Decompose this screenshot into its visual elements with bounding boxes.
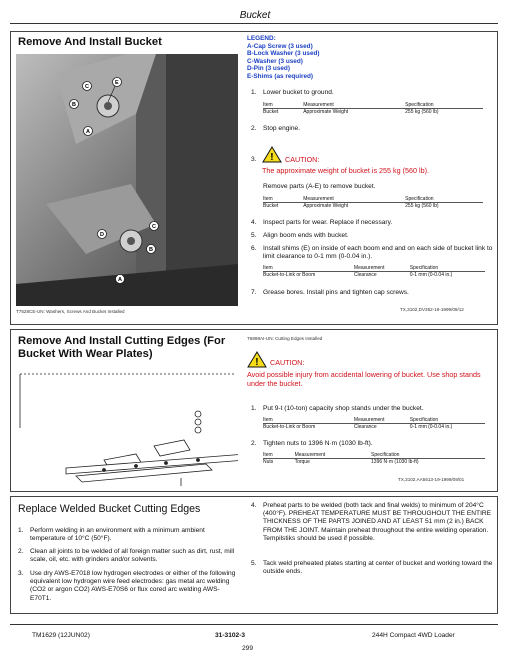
section3-title: Replace Welded Bucket Cutting Edges (18, 503, 201, 515)
s1-step-4: 4. Inspect parts for wear. Replace if necessary. (251, 219, 393, 226)
s3-item-2: 2. Clean all joints to be welded of all foreign matter such as dirt, rust, mill scale, oil, etc. with grinders and/or solvents. (18, 548, 235, 564)
footer-page-ref: 31-3102-3 (215, 632, 246, 639)
callout-b: B (72, 102, 76, 108)
warning-triangle-icon-2 (247, 351, 267, 368)
callout-c-2: C (152, 224, 156, 230)
callout-a-2: A (118, 277, 122, 283)
legend-e: E-Shims (as required) (247, 72, 314, 80)
s1-caution-text: The approximate weight of bucket is 255 kg (560 lb). (262, 166, 430, 175)
page-header: Bucket (239, 10, 271, 21)
callout-e: E (115, 80, 119, 86)
s1-step-1: 1. Lower bucket to ground. (251, 89, 334, 96)
section1-title: Remove And Install Bucket (18, 36, 162, 48)
s1-step-5: 5. Align boom ends with bucket. (251, 232, 349, 239)
section2-caption: T6898AI-UN: Cutting Edges Installed (247, 336, 323, 341)
cutting-edges-illustration (16, 368, 238, 486)
warning-triangle-icon (262, 146, 282, 163)
callout-d: D (100, 232, 104, 238)
legend (247, 35, 320, 81)
s1-caution-word: CAUTION: (285, 155, 320, 164)
s3-item-5: 5. Tack weld preheated plates starting at center of bucket and working toward the outside ends. (251, 560, 493, 576)
s2-caution-text: Avoid possible injury from accidental lowering of bucket. Use shop stands under the bucket. (247, 370, 481, 388)
footer-page-number: 299 (242, 645, 254, 652)
callout-a: A (86, 129, 90, 135)
s1-remove-parts: Remove parts (A-E) to remove bucket. (263, 183, 376, 190)
legend-heading: LEGEND: (247, 35, 276, 42)
legend-a: A-Cap Screw (3 used) (247, 42, 313, 50)
s1-reference: TX,3102,DV352-19-1999/09/12 (400, 307, 464, 312)
svg-text:!: ! (255, 357, 259, 368)
s3-item-1: 1. Perform welding in an environment with a minimum ambient temperature of 10°C (50°F). (18, 527, 205, 543)
legend-c: C-Washer (3 used) (247, 57, 303, 65)
footer-model: 244H Compact 4WD Loader (372, 632, 455, 639)
s2-table-1: Item Measurement Specification Bucket-to-Link or Boom Clearance 0-1 mm (0-0.04 in.) (263, 417, 485, 430)
s1-table-3: Item Measurement Specification Bucket-to-Link or Boom Clearance 0-1 mm (0-0.04 in.) (263, 265, 485, 278)
svg-text:!: ! (270, 152, 274, 163)
s2-reference: TX,3102,AA5613-19-1999/09/01 (398, 477, 465, 482)
footer-doc-id: TM1629 (12JUN02) (32, 632, 90, 639)
s1-step-2: 2. Stop engine. (251, 125, 301, 132)
s1-step-6: 6. Install shims (E) on inside of each boom end and on each side of bucket link to limit clearance to 0-1 mm (0-0.04 in.). (251, 245, 493, 261)
s2-table-2: Item Measurement Specification Nuts Torque 1396 N·m (1030 lb-ft) (263, 452, 485, 465)
s3-item-4: 4. Preheat parts to be welded (both tack and final welds) to minimum of 204°C (400°F). PREHEAT TEMPERATURE MUST BE THROUGHOUT THE ENTIRE THICKNESS OF THE PARTS JOINED AND AT LEAST 51 mm (2 in.) BACK FROM THE JOINT. Maintain preheat throughout the entire welding operation. Tempilstiks should be used if possible. (251, 502, 492, 542)
section2-title: Remove And Install Cutting Edges (For Bucket With Wear Plates) (18, 335, 226, 360)
s1-table-1: Item Measurement Specification Bucket Approximate Weight 255 kg (560 lb) (263, 102, 483, 115)
s2-step-2: 2. Tighten nuts to 1396 N·m (1030 lb-ft). (251, 440, 373, 447)
legend-d: D-Pin (3 used) (247, 65, 290, 73)
s3-item-3: 3. Use dry AWS-E7018 low hydrogen electrodes or either of the following equivalent low hydrogen wire feed electrodes: gas metal arc welding (CO2 or argon CO2) AWS-E70S6 or flux cored arc welding AWS-E70T1. (18, 570, 236, 602)
header-rule (10, 23, 498, 24)
s2-step-1: 1. Put 9-t (10-ton) capacity shop stands under the bucket. (251, 405, 424, 412)
bucket-photo (16, 54, 238, 306)
s1-step-3-number: 3. (251, 156, 257, 163)
s1-table-2: Item Measurement Specification Bucket Approximate Weight 255 kg (560 lb) (263, 196, 483, 209)
s1-step-7: 7. Grease bores. Install pins and tighten cap screws. (251, 289, 409, 296)
footer-rule (10, 624, 498, 625)
legend-b: B-Lock Washer (3 used) (247, 50, 320, 58)
s2-caution-word: CAUTION: (270, 358, 305, 367)
callout-b-2: B (149, 247, 153, 253)
section1-caption: T7528CE-UN: Washers, Screws And Bucket Installed (16, 309, 125, 314)
callout-c: C (85, 84, 89, 90)
